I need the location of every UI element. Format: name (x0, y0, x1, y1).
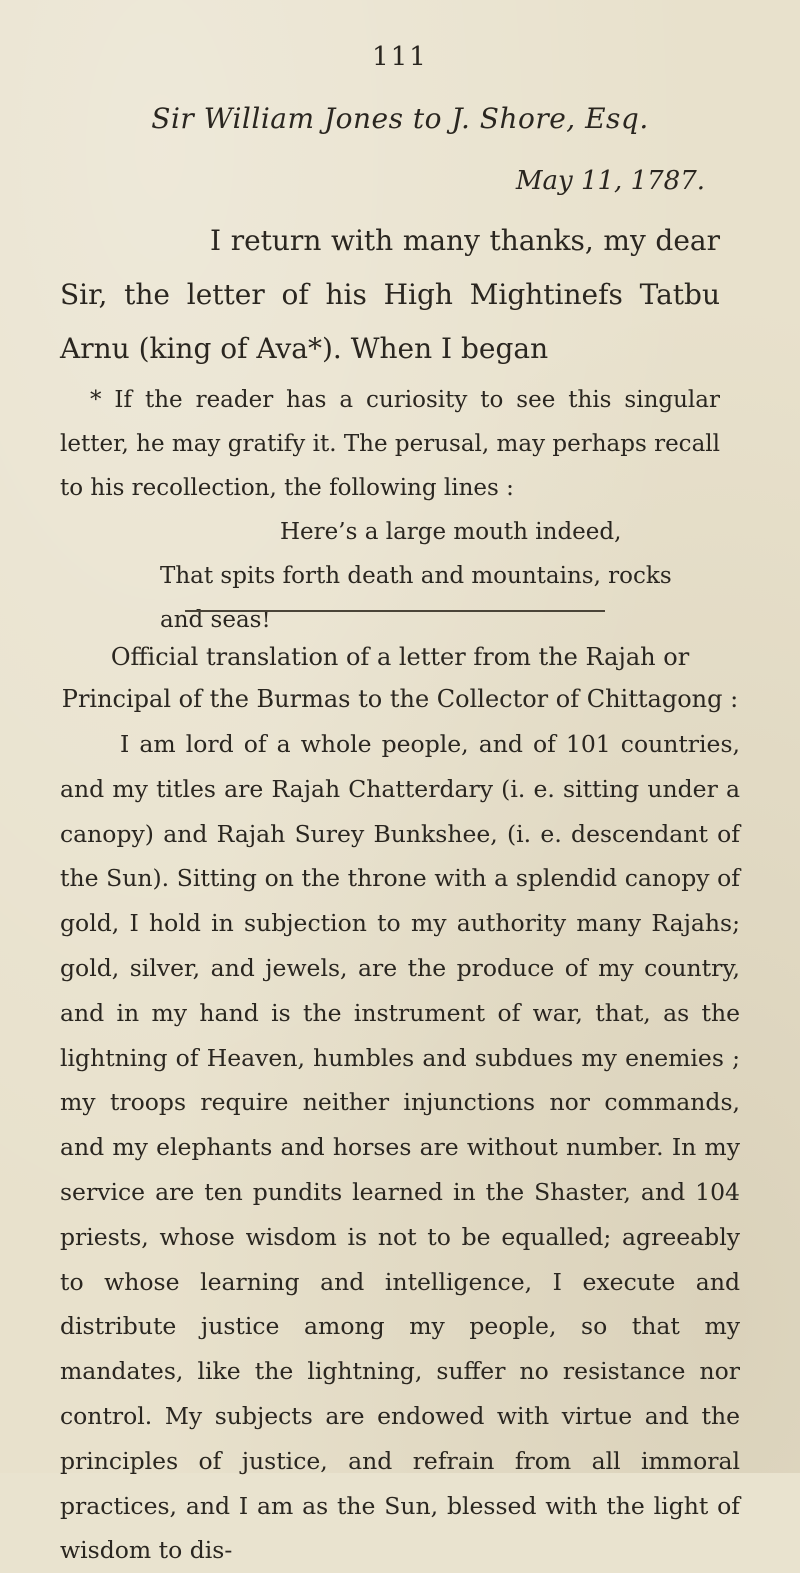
translation-title: Official translation of a letter from the Rajah or Principal of the Burmas to the Collector of Chittagong : (61, 643, 739, 713)
verse-line-2: That spits forth death and mountains, rocks and seas! (160, 563, 672, 633)
footnote-text: * If the reader has a curiosity to see this singular letter, he may gratify it. The perusal, may perhaps recall to his recollection, the following lines : (60, 387, 720, 501)
footnote-verse (60, 510, 720, 642)
verse-line-1: Here’s a large mouth indeed, (280, 519, 622, 545)
letter-body-text: I return with many thanks, my dear Sir, the letter of his High Mightinefs Tatbu Arnu (king of Ava*). When I began (60, 224, 720, 365)
letter-heading: Sir William Jones to J. Shore, Esq. (151, 102, 649, 135)
page-number: 111 (372, 42, 428, 72)
section-divider (185, 610, 605, 612)
letter-date: May 11, 1787. (515, 166, 705, 196)
translation-body-text: I am lord of a whole people, and of 101 countries, and my titles are Rajah Chatterdary (i. e. sitting under a canopy) and Rajah Surey Bunkshee, (i. e. descendant of the Sun). Sitting on the throne with a splendid canopy of gold, I hold in subjection to my authority many Rajahs; gold, silver, and jewels, are the produce of my country, and in my hand is the instrument of war, that, as the lightning of Heaven, humbles and subdues my enemies ; my troops require neither injunctions nor commands, and my elephants and horses are without number. In my service are ten pundits learned in the Shaster, and 104 priests, whose wisdom is not to be equalled; agreeably to whose learning and intelligence, I execute and distribute justice among my people, so that my mandates, like the lightning, suffer no resistance nor control. My subjects are endowed with virtue and the principles of justice, and refrain from all immoral practices, and I am as the Sun, blessed with the light of wisdom to dis- (60, 730, 740, 1565)
